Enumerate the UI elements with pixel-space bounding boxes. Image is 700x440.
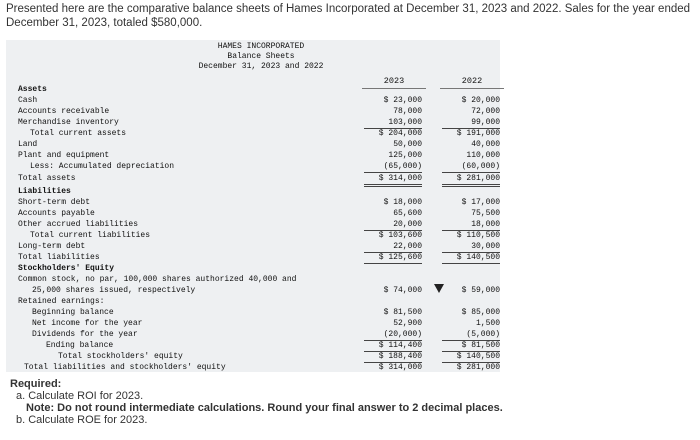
value-2022: (5,000) <box>442 329 500 341</box>
row-label: Short-term debt <box>18 198 91 207</box>
balance-sheet-panel <box>6 40 500 372</box>
value-2023: $ 103,600 <box>378 231 422 240</box>
value-2022: $ 140,500 <box>442 252 500 264</box>
value-2022: 75,500 <box>471 209 500 218</box>
row-label: Ending balance <box>46 341 114 350</box>
row-dividends <box>6 329 500 340</box>
value-2023: 50,000 <box>393 140 422 149</box>
row-label: Less: Accumulated depreciation <box>30 162 175 171</box>
value-2022: $ 191,000 <box>456 129 500 138</box>
value-2022: $ 85,000 <box>461 308 500 317</box>
value-2023: $ 18,000 <box>383 198 422 207</box>
value-2022: 72,000 <box>471 107 500 116</box>
row-other-accrued-liabilities <box>6 219 500 230</box>
mouse-cursor-icon <box>434 284 444 293</box>
value-2022: $ 110,500 <box>456 231 500 240</box>
row-label: Long-term debt <box>18 242 86 251</box>
value-2022: $ 281,000 <box>456 363 500 372</box>
row-cash <box>6 95 500 106</box>
row-label: Accounts receivable <box>18 107 110 116</box>
value-2023: $ 23,000 <box>383 96 422 105</box>
row-ending-balance <box>6 340 500 351</box>
column-header-2023: 2023 <box>362 76 426 89</box>
value-2023: $ 188,400 <box>364 351 422 363</box>
company-name: HAMES INCORPORATED <box>217 42 305 51</box>
row-beginning-balance <box>6 307 500 318</box>
row-label: Total liabilities and stockholders' equity <box>24 363 226 372</box>
row-plant-and-equipment <box>6 150 500 161</box>
value-2022: $ 20,000 <box>461 96 500 105</box>
value-2023: (65,000) <box>364 161 422 173</box>
statement-title: Balance Sheets <box>227 52 295 61</box>
value-2023: $ 81,500 <box>383 308 422 317</box>
row-equity-heading <box>6 263 500 274</box>
row-accounts-payable <box>6 208 500 219</box>
value-2023: 22,000 <box>364 241 422 253</box>
row-label: Cash <box>18 96 38 105</box>
value-2023: 20,000 <box>364 219 422 231</box>
value-2022: 110,000 <box>466 151 500 160</box>
row-label: Other accrued liabilities <box>18 220 139 229</box>
row-label: Net income for the year <box>32 319 143 328</box>
row-total-assets <box>6 173 500 184</box>
value-2022: (60,000) <box>442 161 500 173</box>
row-long-term-debt <box>6 241 500 252</box>
row-land <box>6 139 500 150</box>
value-2023: $ 125,600 <box>364 252 422 264</box>
row-label: Accounts payable <box>18 209 95 218</box>
row-accounts-receivable <box>6 106 500 117</box>
value-2023: $ 204,000 <box>378 129 422 138</box>
requirement-b: b. Calculate ROE for 2023. <box>16 414 148 426</box>
column-header-2022: 2022 <box>440 76 504 89</box>
row-short-term-debt <box>6 197 500 208</box>
row-net-income <box>6 318 500 329</box>
requirement-a: a. Calculate ROI for 2023. <box>16 390 144 402</box>
value-2022: $ 17,000 <box>461 198 500 207</box>
row-retained-earnings-heading <box>6 296 500 307</box>
row-total-liabilities-and-equity <box>6 362 500 373</box>
value-2022: 1,500 <box>475 319 500 328</box>
value-2023: (20,000) <box>364 329 422 341</box>
row-total-stockholders-equity <box>6 351 500 362</box>
row-total-current-assets <box>6 128 500 139</box>
value-2023: 78,000 <box>393 107 422 116</box>
row-liabilities-heading <box>6 186 500 197</box>
problem-intro: Presented here are the comparative balance sheets of Hames Incorporated at December 31, 2023 and 2022. Sales for the year ended December 31, 2023, totaled $580,000. <box>6 3 691 29</box>
required-section <box>10 378 690 426</box>
row-total-current-liabilities <box>6 230 500 241</box>
row-label: Common stock, no par, 100,000 shares authorized 40,000 and <box>18 275 297 284</box>
rounding-note: Note: Do not round intermediate calculations. Round your final answer to 2 decimal places. <box>26 402 503 414</box>
statement-date: December 31, 2023 and 2022 <box>198 62 324 71</box>
value-2023: 103,000 <box>364 117 422 129</box>
value-2022: 40,000 <box>471 140 500 149</box>
row-label: 25,000 shares issued, respectively <box>32 286 196 295</box>
row-label: Beginning balance <box>32 308 114 317</box>
value-2023: $ 114,400 <box>364 340 422 352</box>
value-2022: 30,000 <box>442 241 500 253</box>
row-label: Total liabilities <box>18 253 100 262</box>
row-total-liabilities <box>6 252 500 263</box>
row-label: Land <box>18 140 38 149</box>
row-label: Total assets <box>18 174 76 183</box>
row-label: Total current assets <box>30 129 127 138</box>
value-2022: 99,000 <box>442 117 500 129</box>
row-label: Plant and equipment <box>18 151 110 160</box>
row-label: Merchandise inventory <box>18 118 119 127</box>
value-2023: $ 74,000 <box>383 286 422 295</box>
row-merchandise-inventory <box>6 117 500 128</box>
row-common-stock-line2 <box>6 285 500 296</box>
row-label: Total current liabilities <box>30 231 151 240</box>
value-2022: $ 81,500 <box>442 340 500 352</box>
row-label: Stockholders' Equity <box>18 264 115 273</box>
value-2023: 125,000 <box>388 151 422 160</box>
row-label: Total stockholders' equity <box>58 352 183 361</box>
row-common-stock-line1 <box>6 274 500 285</box>
row-label: Assets <box>18 85 47 94</box>
value-2023: $ 314,000 <box>378 363 422 372</box>
row-label: Retained earnings: <box>18 297 105 306</box>
row-assets-heading <box>6 84 500 95</box>
value-2023: 52,900 <box>393 319 422 328</box>
row-label: Dividends for the year <box>32 330 138 339</box>
row-label: Liabilities <box>18 187 71 196</box>
value-2022: $ 281,000 <box>442 173 500 187</box>
value-2022: $ 59,000 <box>461 286 500 295</box>
required-heading: Required: <box>10 378 62 390</box>
row-accumulated-depreciation <box>6 161 500 172</box>
value-2022: $ 140,500 <box>442 351 500 363</box>
value-2022: 18,000 <box>442 219 500 231</box>
value-2023: 65,600 <box>393 209 422 218</box>
value-2023: $ 314,000 <box>364 173 422 187</box>
